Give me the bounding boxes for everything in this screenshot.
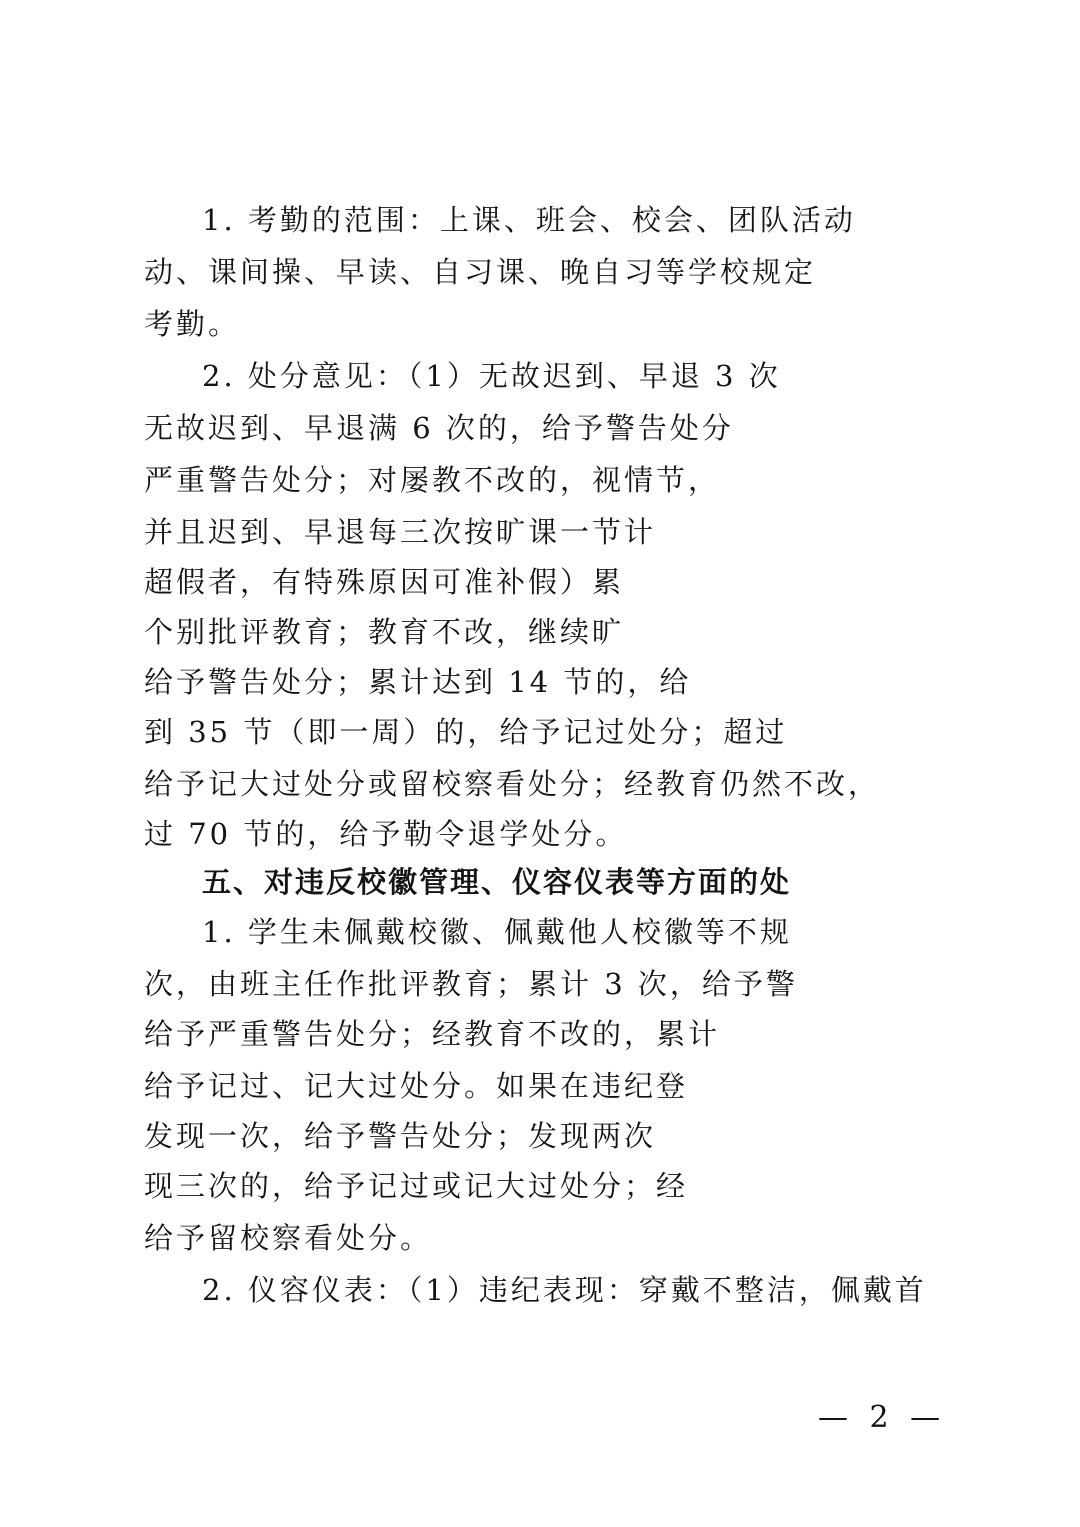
text-line: 无故迟到、早退满 6 次的，给予警告处分 bbox=[144, 411, 734, 445]
text-line: 给予记过、记大过处分。如果在违纪登 bbox=[144, 1069, 689, 1103]
text-line: 给予严重警告处分；经教育不改的，累计 bbox=[144, 1017, 721, 1051]
page-number: — 2 — bbox=[818, 1400, 947, 1435]
text-line: 动、课间操、早读、自习课、晚自习等学校规定 bbox=[144, 255, 817, 289]
text-line: 严重警告处分；对屡教不改的，视情节， bbox=[144, 463, 721, 497]
text-line: 发现一次，给予警告处分；发现两次 bbox=[144, 1119, 657, 1153]
text-line: 1. 考勤的范围：上课、班会、校会、团队活动 bbox=[202, 203, 856, 237]
text-line: 2. 仪容仪表：（1）违纪表现：穿戴不整洁，佩戴首 bbox=[202, 1273, 927, 1307]
text-line: 给予记大过处分或留校察看处分；经教育仍然不改， bbox=[144, 767, 881, 801]
text-line: 考勤。 bbox=[144, 307, 241, 341]
text-line: 给予留校察看处分。 bbox=[144, 1221, 433, 1255]
section-heading: 五、对违反校徽管理、仪容仪表等方面的处 bbox=[202, 865, 792, 899]
text-line: 现三次的，给予记过或记大过处分；经 bbox=[144, 1169, 689, 1203]
text-line: 2. 处分意见：（1）无故迟到、早退 3 次 bbox=[202, 359, 781, 393]
text-line: 个别批评教育；教育不改，继续旷 bbox=[144, 615, 625, 649]
text-line: 并且迟到、早退每三次按旷课一节计 bbox=[144, 515, 657, 549]
text-line: 次，由班主任作批评教育；累计 3 次，给予警 bbox=[144, 967, 798, 1001]
text-line: 过 70 节的，给予勒令退学处分。 bbox=[144, 817, 628, 851]
text-line: 到 35 节（即一周）的，给予记过处分；超过 bbox=[144, 715, 788, 749]
text-line: 给予警告处分；累计达到 14 节的，给 bbox=[144, 665, 692, 699]
text-line: 1. 学生未佩戴校徽、佩戴他人校徽等不规 bbox=[202, 915, 792, 949]
text-line: 超假者，有特殊原因可准补假）累 bbox=[144, 565, 625, 599]
